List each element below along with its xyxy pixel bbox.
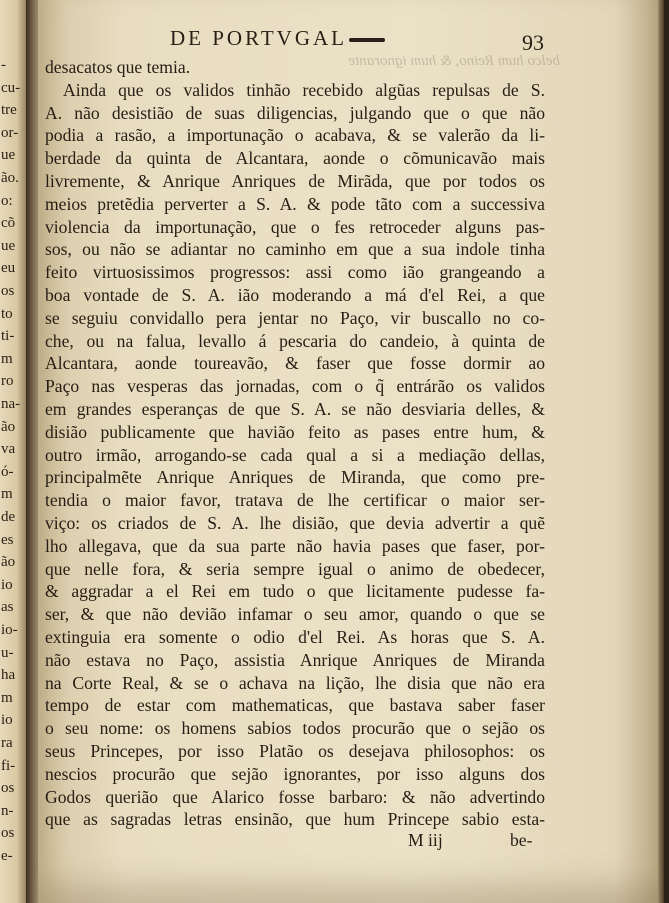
- text-line: che, ou na falua, levallo á pescaria do candeio, à quinta de: [45, 330, 545, 351]
- facing-page-fragment: u-: [1, 644, 14, 661]
- facing-page-fragment: ro: [1, 373, 14, 390]
- facing-page-fragment: ó-: [1, 463, 14, 480]
- catchword: be-: [510, 830, 533, 850]
- facing-page-edge: [0, 0, 28, 903]
- facing-page-fragment: tre: [1, 102, 17, 119]
- text-line: meios pretẽdia perverter a S. A. & pode tãto com a successiva: [45, 193, 545, 214]
- facing-page-fragment: cõ: [1, 215, 16, 232]
- text-line: berdade da quinta de Alcantara, aonde o cõmunicavão mais: [45, 148, 545, 169]
- text-line: violencia da importunação, que o fes retroceder alguns pas-: [45, 216, 545, 237]
- facing-page-fragment: ue: [1, 237, 16, 254]
- text-line: outro irmão, arrogando-se cada qual a si a mediação dellas,: [45, 444, 545, 465]
- page-edge-shadow: [658, 0, 664, 903]
- facing-page-fragment: m: [1, 486, 13, 503]
- text-line: & aggradar a el Rei em tudo o que licitamente pudesse fa-: [45, 581, 545, 602]
- text-line: ser, & que não devião infamar o seu amor, quando o que se: [45, 604, 545, 625]
- facing-page-fragment: ão: [1, 554, 16, 571]
- facing-page-fragment: io: [1, 712, 13, 729]
- facing-page-fragment: os: [1, 780, 15, 797]
- text-line: desacatos que temia.: [45, 57, 191, 77]
- facing-page-fragment: na-: [1, 396, 21, 412]
- facing-page-fragment: va: [1, 441, 16, 458]
- facing-page-fragment: m: [1, 689, 13, 706]
- facing-page-fragment: cu-: [1, 79, 21, 96]
- facing-page-fragment: -: [1, 57, 6, 73]
- text-line: tempo de estar com mathematicas, que bastava saber faser: [45, 695, 545, 716]
- facing-page-fragment: ha: [1, 667, 16, 684]
- text-line: principalmẽte Anrique Anriques de Miranda, que como pre-: [45, 467, 545, 488]
- text-line: seus Princepes, por isso Platão os desejava philosophos: os: [45, 740, 545, 761]
- facing-page-fragment: to: [1, 305, 13, 322]
- show-through-text: belco hum Reino, & hum ignorante: [348, 53, 560, 69]
- facing-page-fragment: n-: [1, 802, 14, 819]
- text-line: extinguia era somente o odio d'el Rei. As horas que S. A.: [45, 626, 545, 647]
- running-header-text: DE PORTVGAL: [170, 26, 347, 50]
- facing-page-fragment: io: [1, 576, 13, 593]
- facing-page-fragment: ra: [1, 735, 13, 751]
- text-line: nescios procurão que sejão ignorantes, por isso alguns dos: [45, 763, 545, 784]
- facing-page-fragment: eu: [1, 260, 16, 277]
- text-line: sos, ou não se adiantar no caminho em que a sua indole tinha: [45, 239, 545, 260]
- page-number: 93: [522, 30, 544, 55]
- facing-page-fragment: ue: [1, 147, 16, 164]
- facing-page-fragment: es: [1, 531, 14, 548]
- text-line: Paço nas vesperas das jornadas, com o q̃ entrárão os validos: [45, 376, 545, 397]
- text-line: se seguiu convidallo pera jentar no Paço, vir buscallo no co-: [45, 307, 545, 328]
- running-header: [170, 26, 370, 51]
- text-line: Ainda que os validos tinhão recebido algũas repulsas de S.: [63, 79, 545, 100]
- text-line: que as sagradas letras ensinão, que hum Princepe sabio esta-: [45, 809, 545, 830]
- facing-page-fragment: m: [1, 350, 13, 367]
- text-line: tendia o maior favor, tratava de lhe certificar o maior ser-: [45, 490, 545, 511]
- text-line: não estava no Paço, assistia Anrique Anriques de Miranda: [45, 649, 545, 670]
- facing-page-fragment: fi-: [1, 757, 16, 774]
- facing-page-fragment: de: [1, 509, 16, 525]
- body-text: [45, 56, 545, 831]
- text-line: A. não desistião de suas diligencias, julgando que o que não: [45, 102, 545, 123]
- text-line: lho allegava, que da sua parte não havia pases que faser, por-: [45, 535, 545, 556]
- facing-page-fragment: e-: [1, 848, 13, 864]
- text-line: podia a rasão, a importunação o acabava, & se valerão da li-: [45, 125, 545, 146]
- facing-page-fragment: ti-: [1, 328, 15, 345]
- facing-page-fragment: os: [1, 283, 15, 299]
- facing-page-fragment: o:: [1, 192, 13, 209]
- facing-page-fragment: io-: [1, 622, 18, 638]
- text-line: feito virtuosissimos progressos: assi como ião grangeando a: [45, 262, 545, 283]
- text-line: disião publicamente que havião feito as pases entre hum, &: [45, 421, 545, 442]
- facing-page-fragment: as: [1, 599, 14, 616]
- header-ornament-rule: [349, 38, 385, 42]
- text-line: Godos querião que Alarico fosse barbaro: & não advertindo: [45, 786, 545, 807]
- text-line: o seu nome: os homens sabios todos procurão que o sejão os: [45, 718, 545, 739]
- signature-mark: M iij: [408, 830, 443, 850]
- text-line: boa vontade de S. A. ião moderando a má d'el Rei, a que: [45, 284, 545, 305]
- text-line: em grandes esperanças de que S. A. se não desviaria delles, &: [45, 398, 545, 419]
- facing-page-fragment: or-: [1, 124, 19, 141]
- text-line: Alcantara, aonde toureavão, & faser que fosse dormir ao: [45, 353, 545, 374]
- text-line: livremente, & Anrique Anriques de Mirãda, que por todos os: [45, 170, 545, 191]
- facing-page-fragment: ão: [1, 418, 16, 435]
- text-line: que nelle fora, & seria sempre igual o animo de obedecer,: [45, 558, 545, 579]
- facing-page-fragment: os: [1, 825, 15, 842]
- text-line: viço: os criados de S. A. lhe disião, que devia advertir a quẽ: [45, 512, 545, 533]
- text-line: na Corte Real, & se o achava na lição, lhe disia que não era: [45, 672, 545, 693]
- facing-page-fragment: ão.: [1, 170, 19, 186]
